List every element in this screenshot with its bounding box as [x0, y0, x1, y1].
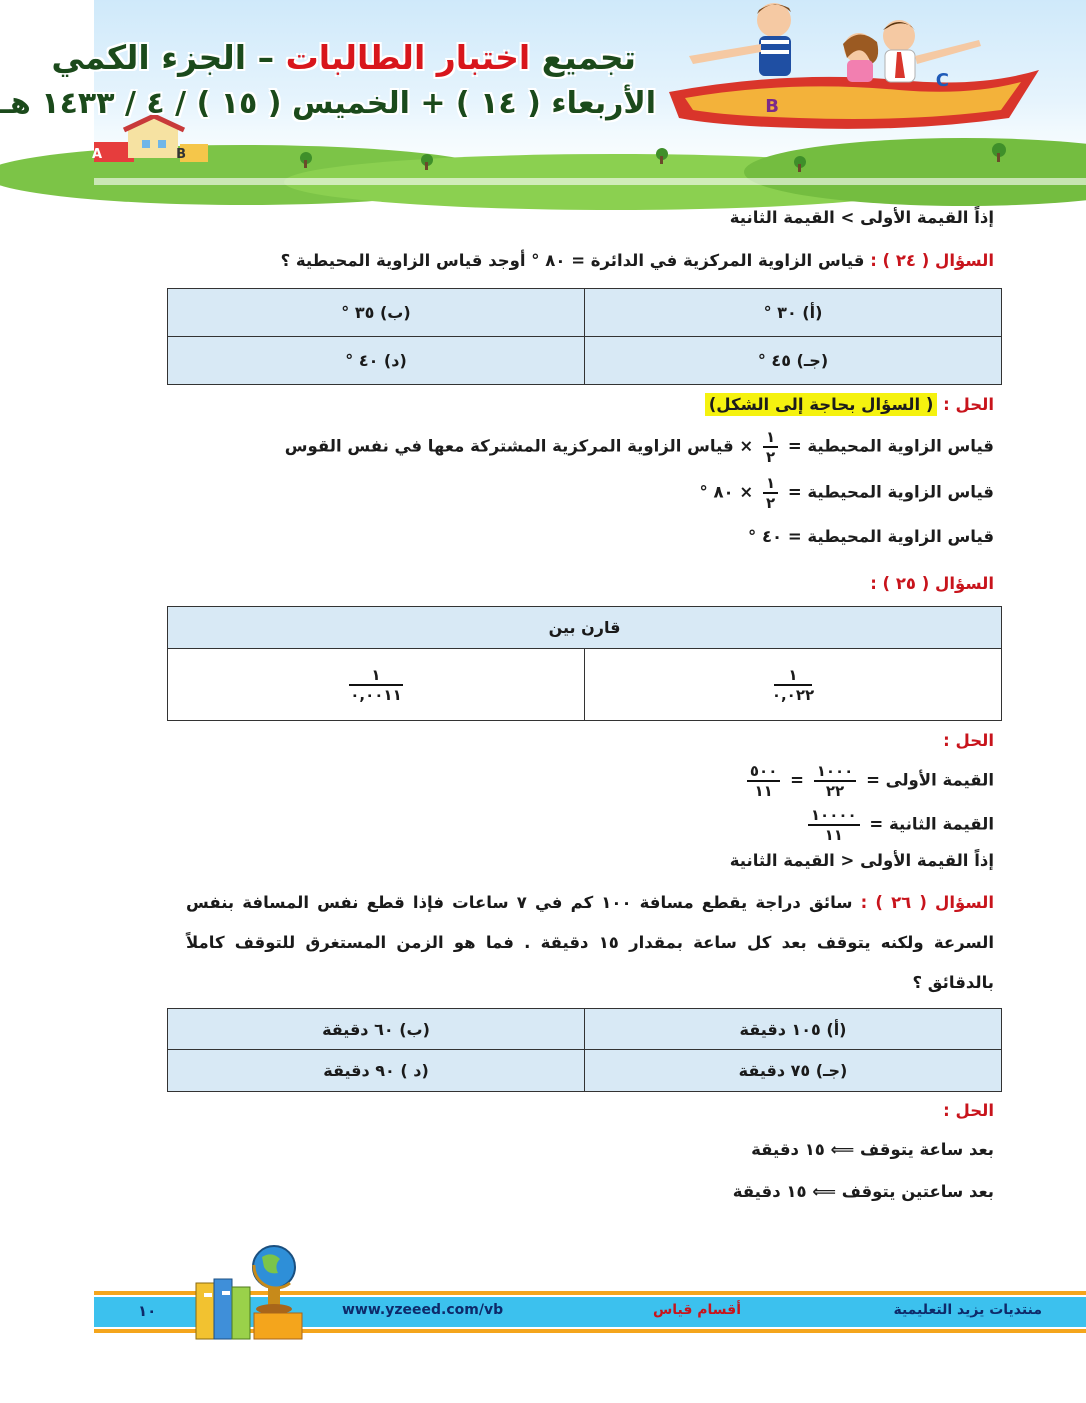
- question-26-text: سائق دراجة يقطع مسافة ١٠٠ كم في ٧ ساعات فإذا قطع نفس المسافة بنفس السرعة ولكنه يتوقف بعد كل ساعة بمقدار ١٥ دقيقة . فما هو الزمن المستغرق للتوقف كاملاً بالدقائق ؟: [186, 893, 995, 992]
- header-title: تجميع اختبار الطالبات – الجزء الكمي: [51, 38, 636, 77]
- highlighted-note: ( السؤال بحاجة إلى الشكل): [705, 393, 938, 416]
- question-26-options: [167, 1008, 1002, 1092]
- question-25-label: السؤال ( ٢٥ ) :: [870, 574, 994, 593]
- question-25-conclusion: إذاً القيمة الأولى < القيمة الثانية: [729, 851, 994, 870]
- fraction: $\frac{١}{٠,٠٢٢}$: [771, 665, 815, 704]
- solution-step-1: بعد ساعة يتوقف ⟸ ١٥ دقيقة: [751, 1140, 994, 1159]
- question-25-solution-heading: [943, 731, 994, 750]
- svg-text:B: B: [765, 96, 779, 117]
- page-number: ١٠: [138, 1302, 157, 1320]
- option-b[interactable]: (ب) ٣٥ °: [168, 289, 585, 337]
- previous-conclusion: إذاً القيمة الأولى > القيمة الثانية: [729, 208, 994, 227]
- abc-blocks-illustration: [91, 118, 214, 168]
- question-24: [281, 251, 994, 270]
- option-d[interactable]: (د) ٤٠ °: [168, 337, 585, 385]
- question-26: [186, 883, 994, 1003]
- fraction-half: $\frac{١}{٢}$: [763, 474, 778, 512]
- fraction-half: $\frac{١}{٢}$: [763, 428, 778, 466]
- fraction: $\frac{١}{٠,٠٠١١}$: [350, 665, 402, 704]
- solution-step-3: قياس الزاوية المحيطية = ٤٠ °: [747, 527, 994, 546]
- option-a[interactable]: (أ) ١٠٥ دقيقة: [585, 1009, 1002, 1050]
- question-24-options: [167, 288, 1002, 385]
- books-globe-icon: [194, 1243, 306, 1343]
- flying-carpet-illustration: [649, 0, 1049, 140]
- fraction: $\frac{٥٠٠}{١١}$: [747, 762, 780, 800]
- solution-step-2: قياس الزاوية المحيطية = $\frac{١}{٢}$ × ٨٠ °: [699, 474, 994, 512]
- question-24-label: السؤال ( ٢٤ ) :: [870, 251, 994, 270]
- compare-column-1: [585, 649, 1002, 721]
- solution-step-2: بعد ساعتين يتوقف ⟸ ١٥ دقيقة: [732, 1182, 994, 1201]
- section-name: أقسام قياس: [652, 1302, 741, 1318]
- option-d[interactable]: (د ) ٩٠ دقيقة: [168, 1050, 585, 1092]
- fraction: $\frac{١٠٠٠}{٢٢}$: [814, 762, 857, 800]
- forum-name: منتديات يزيد التعليمية: [893, 1302, 1042, 1318]
- compare-column-2: [168, 649, 585, 721]
- compare-header: قارن بين: [168, 607, 1002, 649]
- question-25: [870, 574, 994, 593]
- option-a[interactable]: (أ) ٣٠ °: [585, 289, 1002, 337]
- svg-text:B: B: [176, 147, 186, 162]
- svg-text:C: C: [935, 70, 949, 91]
- question-26-solution-heading: [943, 1101, 994, 1120]
- first-value-line: القيمة الأولى = $\frac{١٠٠٠}{٢٢}$ = $\frac{٥٠٠}{١١}$: [743, 762, 994, 800]
- fraction: $\frac{١٠٠٠٠}{١١}$: [808, 806, 860, 844]
- question-26-label: السؤال ( ٢٦ ) :: [860, 893, 994, 912]
- header-title-highlight: اختبار الطالبات: [285, 38, 531, 77]
- question-24-text: قياس الزاوية المركزية في الدائرة = ٨٠ ° أوجد قياس الزاوية المحيطية ؟: [280, 251, 865, 270]
- question-25-compare-table: [167, 606, 1002, 721]
- solution-label: الحل :: [943, 395, 994, 414]
- option-b[interactable]: (ب) ٦٠ دقيقة: [168, 1009, 585, 1050]
- header-subtitle: الأربعاء ( ١٤ ) + الخميس ( ١٥ ) / ٤ / ١٤٣٣ هـ: [0, 86, 656, 121]
- site-url[interactable]: www.yzeeed.com/vb: [342, 1302, 504, 1318]
- option-c[interactable]: (جـ) ٤٥ °: [585, 337, 1002, 385]
- second-value-line: القيمة الثانية = $\frac{١٠٠٠٠}{١١}$: [804, 806, 994, 844]
- page-header: [0, 0, 1086, 185]
- question-24-solution-heading: [705, 395, 994, 414]
- svg-text:A: A: [91, 147, 102, 162]
- solution-step-1: قياس الزاوية المحيطية = $\frac{١}{٢}$ × قياس الزاوية المركزية المشتركة معها في نفس القوس: [284, 428, 994, 466]
- solution-label: الحل :: [943, 731, 994, 750]
- option-c[interactable]: (جـ) ٧٥ دقيقة: [585, 1050, 1002, 1092]
- solution-label: الحل :: [943, 1101, 994, 1120]
